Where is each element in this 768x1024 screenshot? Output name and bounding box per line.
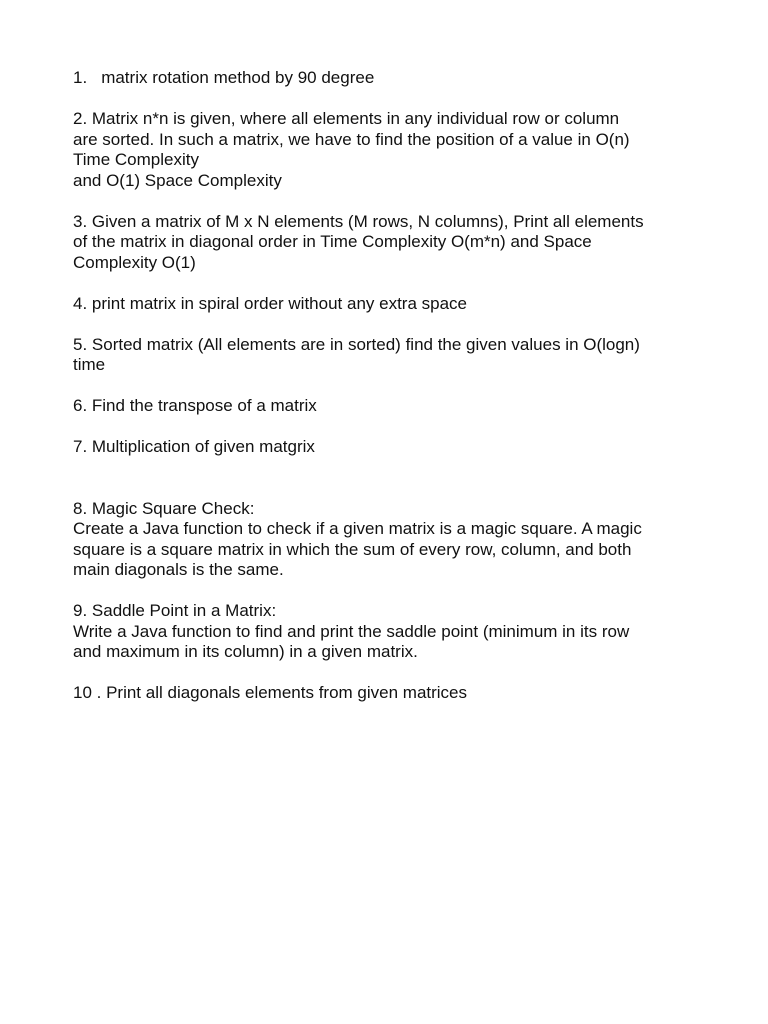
- question-line: of the matrix in diagonal order in Time Complexity O(m*n) and Space: [73, 232, 592, 251]
- question-line: square is a square matrix in which the sum of every row, column, and both: [73, 539, 632, 559]
- question-line: Time Complexity: [73, 150, 199, 169]
- paragraph-gap: [73, 581, 703, 602]
- question-8: [73, 499, 703, 581]
- question-line: Create a Java function to check if a given matrix is a magic square. A magic: [73, 519, 642, 538]
- paragraph-gap: [73, 417, 703, 438]
- paragraph-gap: [73, 273, 703, 294]
- question-line: 4. print matrix in spiral order without any extra space: [73, 293, 468, 313]
- question-number: 1.: [73, 68, 88, 87]
- paragraph-gap: [73, 314, 703, 335]
- paragraph-gap: [73, 89, 703, 110]
- question-text: matrix rotation method by 90 degree: [101, 68, 375, 87]
- document-body: [73, 68, 703, 704]
- question-line: [73, 68, 703, 89]
- question-line: 3. Given a matrix of M x N elements (M rows, N columns), Print all elements: [73, 211, 644, 231]
- question-9: [73, 601, 703, 663]
- question-line: and maximum in its column) in a given matrix.: [73, 642, 418, 661]
- question-heading: 8. Magic Square Check:: [73, 498, 255, 518]
- paragraph-gap: [73, 376, 703, 397]
- question-5: [73, 335, 703, 376]
- question-10: [73, 683, 703, 704]
- question-line: 10 . Print all diagonals elements from given matrices: [73, 683, 468, 702]
- question-line: main diagonals is the same.: [73, 560, 284, 579]
- question-2: [73, 109, 703, 191]
- question-line: time: [73, 355, 106, 374]
- question-line: are sorted. In such a matrix, we have to find the position of a value in O(n): [73, 129, 630, 149]
- question-3: [73, 212, 703, 274]
- paragraph-gap: [73, 191, 703, 212]
- question-1: [73, 68, 703, 89]
- question-line: Write a Java function to find and print the saddle point (minimum in its row: [73, 621, 630, 641]
- question-7: [73, 437, 703, 458]
- question-heading: 9. Saddle Point in a Matrix:: [73, 601, 277, 620]
- question-line: Complexity O(1): [73, 252, 196, 272]
- question-line: and O(1) Space Complexity: [73, 170, 282, 190]
- question-line: 7. Multiplication of given matgrix: [73, 437, 315, 456]
- question-line: 5. Sorted matrix (All elements are in sorted) find the given values in O(logn): [73, 334, 640, 354]
- question-4: [73, 294, 703, 315]
- paragraph-gap: [73, 458, 703, 499]
- question-6: [73, 396, 703, 417]
- paragraph-gap: [73, 663, 703, 684]
- question-line: 6. Find the transpose of a matrix: [73, 396, 317, 415]
- question-line: 2. Matrix n*n is given, where all elements in any individual row or column: [73, 109, 620, 128]
